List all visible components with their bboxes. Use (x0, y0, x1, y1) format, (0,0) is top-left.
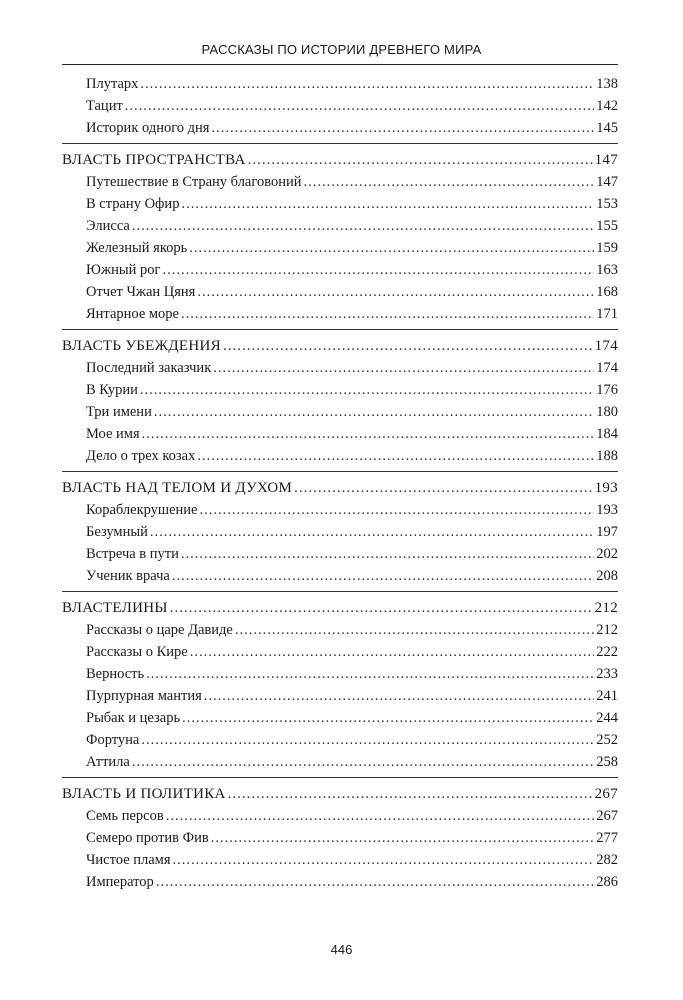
toc-entry-title: В страну Офир (86, 196, 180, 212)
dot-leader (150, 521, 594, 543)
toc-entry-title: Три имени (86, 404, 152, 420)
toc-entry-title: Чистое пламя (86, 852, 171, 868)
toc-entry (62, 521, 618, 543)
toc-entry-page: 163 (596, 262, 618, 278)
toc-entry-title: Встреча в пути (86, 546, 179, 562)
dot-leader (142, 423, 595, 445)
toc-entry-page: 252 (596, 732, 618, 748)
dot-leader (173, 849, 595, 871)
toc-entry-title: Историк одного дня (86, 120, 210, 136)
dot-leader (181, 543, 594, 565)
toc-entry-title: Фортуна (86, 732, 140, 748)
toc-entry-title: В Курии (86, 382, 138, 398)
toc-entry-title: Путешествие в Страну благовоний (86, 174, 302, 190)
toc-entry-page: 176 (596, 382, 618, 398)
toc-entry-page: 159 (596, 240, 618, 256)
toc-entry-title: Плутарх (86, 76, 139, 92)
toc-entry (62, 303, 618, 325)
dot-leader (132, 215, 594, 237)
toc-entry-page: 184 (596, 426, 618, 442)
toc-entry-title: Железный якорь (86, 240, 188, 256)
toc-entry (62, 117, 618, 139)
dot-leader (125, 95, 594, 117)
dot-leader (189, 237, 594, 259)
toc-entry-page: 142 (596, 98, 618, 114)
section-heading-page: 193 (594, 480, 618, 496)
toc-entry-page: 138 (596, 76, 618, 92)
toc-entry-title: Рассказы о Кире (86, 644, 188, 660)
toc-entry (62, 357, 618, 379)
toc-entry (62, 619, 618, 641)
table-of-contents (62, 73, 618, 902)
toc-entry (62, 499, 618, 521)
dot-leader (162, 259, 594, 281)
toc-entry-title: Последний заказчик (86, 360, 212, 376)
toc-entry-page: 188 (596, 448, 618, 464)
dot-leader (140, 379, 594, 401)
toc-entry (62, 237, 618, 259)
toc-section (62, 149, 618, 330)
toc-entry-page: 241 (596, 688, 618, 704)
toc-entry (62, 259, 618, 281)
toc-entry-title: Дело о трех козах (86, 448, 196, 464)
toc-entry-page: 180 (596, 404, 618, 420)
dot-leader (213, 357, 594, 379)
toc-entry (62, 805, 618, 827)
toc-entry (62, 827, 618, 849)
dot-leader (141, 729, 594, 751)
toc-entry-page: 153 (596, 196, 618, 212)
toc-entry-title: Император (86, 874, 154, 890)
toc-entry-title: Рыбак и цезарь (86, 710, 181, 726)
toc-entry-page: 145 (596, 120, 618, 136)
section-heading (62, 477, 618, 499)
dot-leader (182, 707, 594, 729)
dot-leader (204, 685, 594, 707)
toc-entry-title: Пурпурная мантия (86, 688, 202, 704)
dot-leader (211, 117, 594, 139)
toc-entry (62, 685, 618, 707)
toc-section (62, 335, 618, 472)
toc-entry-title: Рассказы о царе Давиде (86, 622, 233, 638)
dot-leader (235, 619, 594, 641)
dot-leader (199, 499, 594, 521)
toc-entry-page: 233 (596, 666, 618, 682)
toc-entry (62, 95, 618, 117)
toc-entry-title: Южный рог (86, 262, 161, 278)
toc-entry-page: 277 (596, 830, 618, 846)
section-heading-title: ВЛАСТЕЛИНЫ (62, 600, 168, 616)
toc-entry (62, 401, 618, 423)
dot-leader (156, 871, 594, 893)
dot-leader (223, 335, 593, 357)
toc-section (62, 597, 618, 778)
toc-entry-title: Кораблекрушение (86, 502, 198, 518)
toc-entry (62, 73, 618, 95)
section-heading (62, 149, 618, 171)
dot-leader (228, 783, 593, 805)
toc-entry-page: 147 (596, 174, 618, 190)
toc-entry-page: 174 (596, 360, 618, 376)
toc-entry-page: 258 (596, 754, 618, 770)
toc-entry-title: Отчет Чжан Цяня (86, 284, 196, 300)
section-heading-title: ВЛАСТЬ ПРОСТРАНСТВА (62, 152, 246, 168)
toc-entry (62, 193, 618, 215)
section-heading (62, 783, 618, 805)
dot-leader (166, 805, 595, 827)
dot-leader (172, 565, 594, 587)
section-heading-page: 267 (594, 786, 618, 802)
toc-entry (62, 215, 618, 237)
dot-leader (170, 597, 593, 619)
toc-entry-page: 267 (596, 808, 618, 824)
section-heading-page: 174 (594, 338, 618, 354)
toc-entry-page: 208 (596, 568, 618, 584)
page-number: 446 (330, 942, 353, 957)
section-heading (62, 335, 618, 357)
toc-entry-page: 168 (596, 284, 618, 300)
running-head: РАССКАЗЫ ПО ИСТОРИИ ДРЕВНЕГО МИРА (201, 42, 482, 57)
dot-leader (140, 73, 594, 95)
toc-entry-title: Безумный (86, 524, 148, 540)
toc-entry-title: Верность (86, 666, 145, 682)
toc-section (62, 783, 618, 897)
toc-entry-page: 193 (596, 502, 618, 518)
toc-entry (62, 281, 618, 303)
dot-leader (181, 193, 594, 215)
toc-entry (62, 641, 618, 663)
toc-entry (62, 729, 618, 751)
header-rule (62, 64, 618, 65)
toc-entry-title: Семеро против Фив (86, 830, 209, 846)
section-heading-page: 147 (594, 152, 618, 168)
dot-leader (211, 827, 595, 849)
toc-entry-page: 202 (596, 546, 618, 562)
toc-entry-title: Аттила (86, 754, 130, 770)
toc-entry (62, 171, 618, 193)
toc-entry (62, 379, 618, 401)
toc-entry-page: 244 (596, 710, 618, 726)
toc-entry (62, 663, 618, 685)
toc-entry-title: Янтарное море (86, 306, 179, 322)
toc-entry-page: 197 (596, 524, 618, 540)
toc-entry (62, 707, 618, 729)
section-heading-title: ВЛАСТЬ УБЕЖДЕНИЯ (62, 338, 221, 354)
toc-entry-page: 212 (596, 622, 618, 638)
toc-entry (62, 445, 618, 467)
dot-leader (181, 303, 594, 325)
toc-entry-title: Тацит (86, 98, 123, 114)
section-heading-title: ВЛАСТЬ НАД ТЕЛОМ И ДУХОМ (62, 480, 293, 496)
toc-entry-page: 171 (596, 306, 618, 322)
toc-entry-title: Элисса (86, 218, 130, 234)
dot-leader (146, 663, 594, 685)
toc-entry-page: 222 (596, 644, 618, 660)
dot-leader (248, 149, 593, 171)
toc-entry (62, 751, 618, 773)
section-heading (62, 597, 618, 619)
section-heading-title: ВЛАСТЬ И ПОЛИТИКА (62, 786, 226, 802)
toc-entry (62, 543, 618, 565)
toc-entry-page: 155 (596, 218, 618, 234)
toc-entry (62, 871, 618, 893)
toc-section (62, 73, 618, 144)
dot-leader (197, 445, 594, 467)
dot-leader (154, 401, 594, 423)
toc-entry-page: 282 (596, 852, 618, 868)
section-heading-page: 212 (594, 600, 618, 616)
toc-entry (62, 849, 618, 871)
dot-leader (132, 751, 594, 773)
toc-entry (62, 565, 618, 587)
toc-entry-title: Ученик врача (86, 568, 170, 584)
dot-leader (294, 477, 592, 499)
toc-section (62, 477, 618, 592)
toc-entry-title: Семь персов (86, 808, 164, 824)
toc-entry (62, 423, 618, 445)
dot-leader (197, 281, 594, 303)
toc-entry-page: 286 (596, 874, 618, 890)
dot-leader (303, 171, 594, 193)
toc-entry-title: Мое имя (86, 426, 140, 442)
dot-leader (190, 641, 595, 663)
